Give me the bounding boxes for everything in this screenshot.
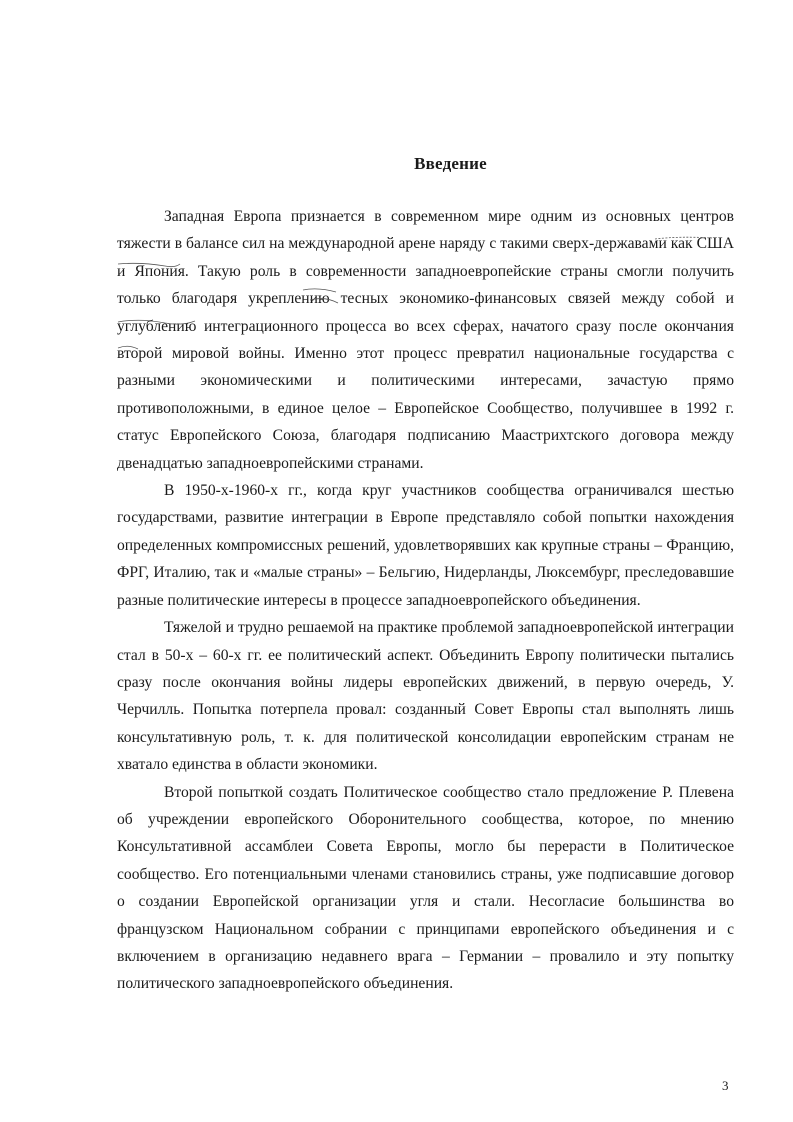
paragraph-2: В 1950-х-1960-х гг., когда круг участников сообщества ограничивался шестью государствами, развитие интеграции в Европе представляло собой попытки нахождения определенных компромиссных решений, удовлетворявших как крупные страны – Францию, ФРГ, Италию, так и «малые страны» – Бельгию, Нидерланды, Люксембург, преследовавшие разные политические интересы в процессе западноевропейского объединения. [117, 482, 734, 609]
page-title: Введение [414, 154, 487, 173]
paragraph-1: Западная Европа признается в современном мире одним из основных центров тяжести в балансе сил на международной арене наряду с такими сверх-державами как США и Япония. Такую роль в современности западноевропейские страны смогли получить только благодаря укреплению тесных экономико-финансовых связей между собой и углублению интеграционного процесса во всех сферах, начатого сразу после окончания второй мировой войны. Именно этот процесс превратил национальные государства с разными экономическими и политическими интересами, зачастую прямо противоположными, в единое целое – Европейское Сообщество, получившее в 1992 г. статус Европейского Союза, благодаря подписанию Маастрихтского договора между двенадцатью западноевропейскими странами. [117, 208, 734, 472]
paragraph-3: Тяжелой и трудно решаемой на практике проблемой западноевропейской интеграции стал в 50-х – 60-х гг. ее политический аспект. Объединить Европу политически пытались сразу после окончания войны лидеры европейских движений, в первую очередь, У. Черчилль. Попытка потерпела провал: созданный Совет Европы стал выполнять лишь консультативную роль, т. к. для политической консолидации европейским странам не хватало единства в области экономики. [117, 619, 734, 774]
body-text [117, 203, 734, 998]
page-number: 3 [722, 1078, 729, 1093]
paragraph-4: Второй попыткой создать Политическое сообщество стало предложение Р. Плевена об учреждении европейского Оборонительного сообщества, которое, по мнению Консультативной ассамблеи Совета Европы, могло бы перерасти в Политическое сообщество. Его потенциальными членами становились страны, уже подписавшие договор о создании Европейской организации угля и стали. Несогласие большинства во французском Национальном собрании с принципами европейского объединения и с включением в организацию недавнего врага – Германии – провалило и эту попытку политического западноевропейского объединения. [117, 783, 734, 993]
